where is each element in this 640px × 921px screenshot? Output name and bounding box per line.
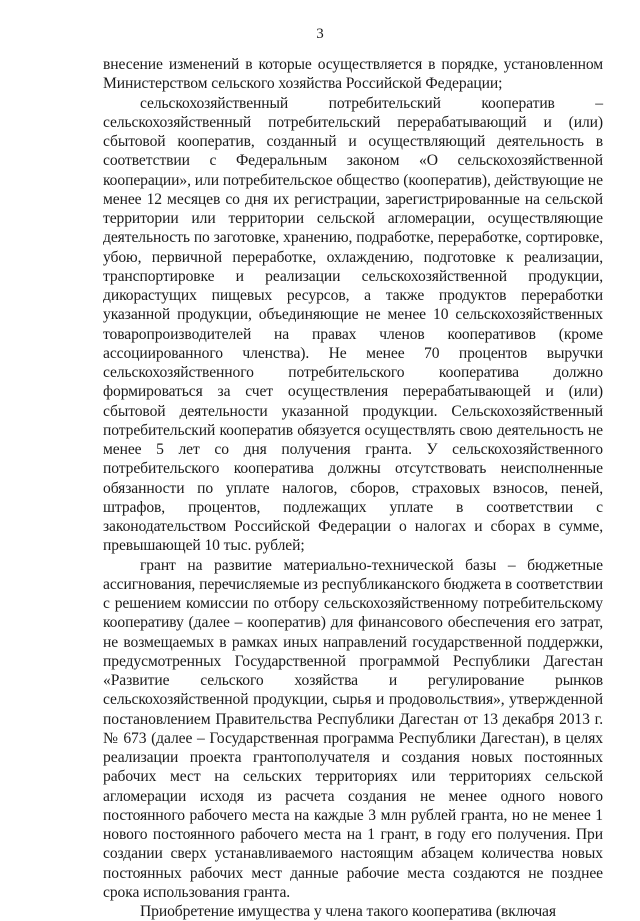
- paragraph-grant-definition: грант на развитие материально-технической базы – бюджетные ассигнования, перечисляемые из республиканского бюджета в соответствии с решением комиссии по отбору сельскохозяйственному потребительскому кооперативу (далее – кооператив) для финансового обеспечения его затрат, не возмещаемых в рамках иных направлений государственной поддержки, предусмотренных Государственной программой Республики Дагестан «Развитие сельского хозяйства и регулирование рынков сельскохозяйственной продукции, сырья и продовольствия», утвержденной постановлением Правительства Республики Дагестан от 13 декабря 2013 г. № 673 (далее – Государственная программа Республики Дагестан), в целях реализации проекта грантополучателя и создания новых постоянных рабочих мест на сельских территориях или территориях сельской агломерации исходя из расчета создания не менее одного нового постоянного рабочего места на каждые 3 млн рублей гранта, но не менее 1 нового постоянного рабочего места на 1 грант, в году его получения. При создании сверх устанавливаемого настоящим абзацем количества новых постоянных рабочих мест данные рабочие места создаются не позднее срока использования гранта.: [103, 556, 603, 901]
- paragraph-continuation: внесение изменений в которые осуществляется в порядке, установленном Министерством сельского хозяйства Российской Федерации;: [103, 56, 603, 93]
- document-body: [103, 55, 603, 921]
- paragraph-cooperative-definition: сельскохозяйственный потребительский кооператив – сельскохозяйственный потребительский перерабатывающий и (или) сбытовой кооператив, созданный и осуществляющий деятельность в соответствии с Федеральным законом «О сельскохозяйственной кооперации», или потребительское общество (кооператив), действующие не менее 12 месяцев со дня их регистрации, зарегистрированные на сельской территории или территории сельской агломерации, осуществляющие деятельность по заготовке, хранению, подработке, переработке, сортировке, убою, первичной переработке, охлаждению, подготовке к реализации, транспортировке и реализации сельскохозяйственной продукции, дикорастущих пищевых ресурсов, а также продуктов переработки указанной продукции, объединяющие не менее 10 сельскохозяйственных товаропроизводителей на правах членов кооперативов (кроме ассоциированного членства). Не менее 70 процентов выручки сельскохозяйственного потребительского кооператива должно формироваться за счет осуществления перерабатывающей и (или) сбытовой деятельности указанной продукции. Сельскохозяйственный потребительский кооператив обязуется осуществлять свою деятельность не менее 5 лет со дня получения гранта. У сельскохозяйственного потребительского кооператива должны отсутствовать неисполненные обязанности по уплате налогов, сборов, страховых взносов, пеней, штрафов, процентов, подлежащих уплате в соответствии с законодательством Российской Федерации о налогах и сборах в сумме, превышающей 10 тыс. рублей;: [103, 94, 603, 555]
- paragraph-property-acquisition: Приобретение имущества у члена такого кооператива (включая: [140, 903, 556, 920]
- page-number: 3: [316, 26, 324, 42]
